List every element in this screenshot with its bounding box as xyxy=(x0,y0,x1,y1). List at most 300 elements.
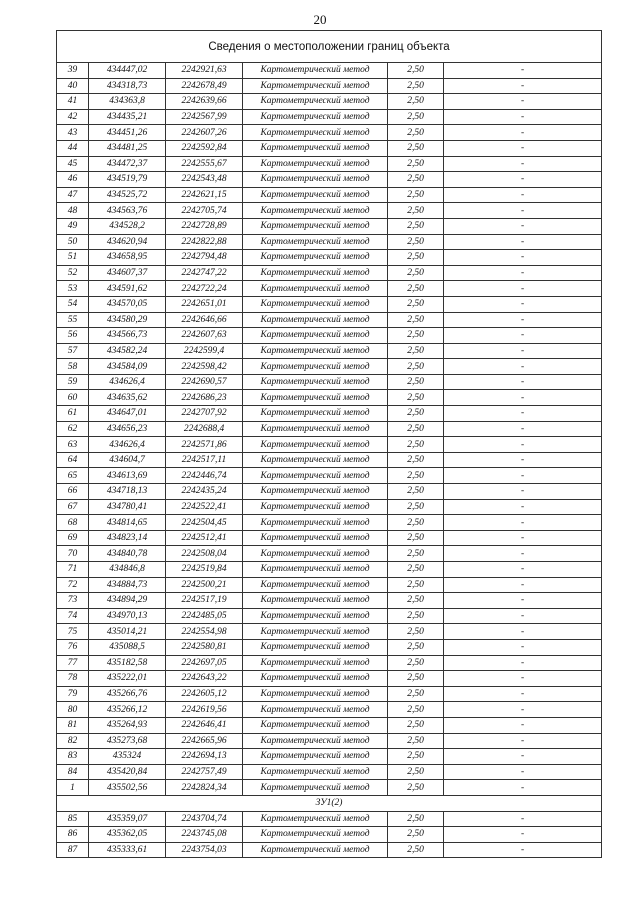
table-row xyxy=(57,562,602,578)
method-cell: Картометрический метод xyxy=(243,577,388,593)
description-cell: - xyxy=(444,437,602,453)
point-number-cell: 55 xyxy=(57,312,89,328)
coordinate-y-cell: 2242643,22 xyxy=(166,671,243,687)
accuracy-cell: 2,50 xyxy=(388,749,444,765)
coordinate-x-cell: 435324 xyxy=(89,749,166,765)
point-number-cell: 80 xyxy=(57,702,89,718)
table-row xyxy=(57,109,602,125)
accuracy-cell: 2,50 xyxy=(388,686,444,702)
method-cell: Картометрический метод xyxy=(243,639,388,655)
method-cell: Картометрический метод xyxy=(243,125,388,141)
point-number-cell: 64 xyxy=(57,452,89,468)
table-row xyxy=(57,343,602,359)
method-cell: Картометрический метод xyxy=(243,437,388,453)
table-row xyxy=(57,187,602,203)
accuracy-cell: 2,50 xyxy=(388,562,444,578)
description-cell: - xyxy=(444,639,602,655)
description-cell: - xyxy=(444,374,602,390)
accuracy-cell: 2,50 xyxy=(388,109,444,125)
table-row xyxy=(57,608,602,624)
description-cell: - xyxy=(444,780,602,796)
point-number-cell: 53 xyxy=(57,281,89,297)
accuracy-cell: 2,50 xyxy=(388,608,444,624)
point-number-cell: 1 xyxy=(57,780,89,796)
table-row xyxy=(57,296,602,312)
method-cell: Картометрический метод xyxy=(243,702,388,718)
method-cell: Картометрический метод xyxy=(243,63,388,79)
coordinate-y-cell: 2242446,74 xyxy=(166,468,243,484)
method-cell: Картометрический метод xyxy=(243,328,388,344)
method-cell: Картометрический метод xyxy=(243,265,388,281)
accuracy-cell: 2,50 xyxy=(388,530,444,546)
point-number-cell: 67 xyxy=(57,499,89,515)
coordinate-x-cell: 434481,25 xyxy=(89,140,166,156)
table-row xyxy=(57,172,602,188)
table-row xyxy=(57,281,602,297)
coordinate-y-cell: 2242567,99 xyxy=(166,109,243,125)
accuracy-cell: 2,50 xyxy=(388,281,444,297)
point-number-cell: 73 xyxy=(57,593,89,609)
point-number-cell: 56 xyxy=(57,328,89,344)
coordinate-x-cell: 434814,65 xyxy=(89,515,166,531)
coordinate-x-cell: 434563,76 xyxy=(89,203,166,219)
table-row xyxy=(57,250,602,266)
description-cell: - xyxy=(444,218,602,234)
accuracy-cell: 2,50 xyxy=(388,187,444,203)
accuracy-cell: 2,50 xyxy=(388,125,444,141)
point-number-cell: 81 xyxy=(57,717,89,733)
accuracy-cell: 2,50 xyxy=(388,140,444,156)
table-title-row xyxy=(57,31,602,63)
description-cell: - xyxy=(444,312,602,328)
method-cell: Картометрический метод xyxy=(243,343,388,359)
description-cell: - xyxy=(444,515,602,531)
coordinate-y-cell: 2242500,21 xyxy=(166,577,243,593)
coordinate-x-cell: 435266,12 xyxy=(89,702,166,718)
point-number-cell: 51 xyxy=(57,250,89,266)
point-number-cell: 71 xyxy=(57,562,89,578)
coordinate-y-cell: 2242592,84 xyxy=(166,140,243,156)
coordinate-y-cell: 2242747,22 xyxy=(166,265,243,281)
description-cell: - xyxy=(444,686,602,702)
table-title: Сведения о местоположении границ объекта xyxy=(57,31,602,63)
page-number: 20 xyxy=(313,12,327,27)
method-cell: Картометрический метод xyxy=(243,733,388,749)
boundary-coordinates-table xyxy=(56,30,602,858)
description-cell: - xyxy=(444,390,602,406)
description-cell: - xyxy=(444,421,602,437)
coordinate-y-cell: 2242722,24 xyxy=(166,281,243,297)
description-cell: - xyxy=(444,250,602,266)
point-number-cell: 42 xyxy=(57,109,89,125)
point-number-cell: 76 xyxy=(57,639,89,655)
description-cell: - xyxy=(444,562,602,578)
coordinate-x-cell: 434626,4 xyxy=(89,374,166,390)
accuracy-cell: 2,50 xyxy=(388,764,444,780)
table-row xyxy=(57,764,602,780)
method-cell: Картометрический метод xyxy=(243,187,388,203)
coordinate-y-cell: 2242646,41 xyxy=(166,717,243,733)
accuracy-cell: 2,50 xyxy=(388,577,444,593)
coordinate-x-cell: 434656,23 xyxy=(89,421,166,437)
point-number-cell: 86 xyxy=(57,827,89,843)
coordinate-x-cell: 435333,61 xyxy=(89,842,166,858)
description-cell: - xyxy=(444,140,602,156)
method-cell: Картометрический метод xyxy=(243,203,388,219)
accuracy-cell: 2,50 xyxy=(388,390,444,406)
method-cell: Картометрический метод xyxy=(243,374,388,390)
coordinate-y-cell: 2242824,34 xyxy=(166,780,243,796)
description-cell: - xyxy=(444,717,602,733)
coordinate-y-cell: 2242512,41 xyxy=(166,530,243,546)
coordinate-x-cell: 434635,62 xyxy=(89,390,166,406)
method-cell: Картометрический метод xyxy=(243,842,388,858)
description-cell: - xyxy=(444,749,602,765)
point-number-cell: 41 xyxy=(57,94,89,110)
table-row xyxy=(57,842,602,858)
description-cell: - xyxy=(444,156,602,172)
point-number-cell: 78 xyxy=(57,671,89,687)
coordinate-y-cell: 2242607,63 xyxy=(166,328,243,344)
coordinate-y-cell: 2242571,86 xyxy=(166,437,243,453)
method-cell: Картометрический метод xyxy=(243,671,388,687)
coordinate-y-cell: 2242555,67 xyxy=(166,156,243,172)
point-number-cell: 83 xyxy=(57,749,89,765)
section-row xyxy=(57,795,602,811)
table-row xyxy=(57,203,602,219)
accuracy-cell: 2,50 xyxy=(388,406,444,422)
method-cell: Картометрический метод xyxy=(243,94,388,110)
coordinate-x-cell: 435264,93 xyxy=(89,717,166,733)
coordinate-y-cell: 2242522,41 xyxy=(166,499,243,515)
accuracy-cell: 2,50 xyxy=(388,234,444,250)
coordinate-x-cell: 435014,21 xyxy=(89,624,166,640)
table-row xyxy=(57,63,602,79)
accuracy-cell: 2,50 xyxy=(388,842,444,858)
accuracy-cell: 2,50 xyxy=(388,172,444,188)
method-cell: Картометрический метод xyxy=(243,624,388,640)
method-cell: Картометрический метод xyxy=(243,218,388,234)
method-cell: Картометрический метод xyxy=(243,655,388,671)
table-row xyxy=(57,78,602,94)
description-cell: - xyxy=(444,281,602,297)
description-cell: - xyxy=(444,671,602,687)
coordinate-y-cell: 2242598,42 xyxy=(166,359,243,375)
description-cell: - xyxy=(444,468,602,484)
table-row xyxy=(57,374,602,390)
description-cell: - xyxy=(444,811,602,827)
table-row xyxy=(57,811,602,827)
description-cell: - xyxy=(444,827,602,843)
accuracy-cell: 2,50 xyxy=(388,515,444,531)
accuracy-cell: 2,50 xyxy=(388,499,444,515)
coordinate-y-cell: 2242686,23 xyxy=(166,390,243,406)
method-cell: Картометрический метод xyxy=(243,780,388,796)
point-number-cell: 85 xyxy=(57,811,89,827)
method-cell: Картометрический метод xyxy=(243,359,388,375)
coordinate-x-cell: 434894,29 xyxy=(89,593,166,609)
coordinate-y-cell: 2242697,05 xyxy=(166,655,243,671)
accuracy-cell: 2,50 xyxy=(388,94,444,110)
coordinate-x-cell: 434970,13 xyxy=(89,608,166,624)
coordinate-x-cell: 434884,73 xyxy=(89,577,166,593)
point-number-cell: 61 xyxy=(57,406,89,422)
accuracy-cell: 2,50 xyxy=(388,312,444,328)
coordinate-x-cell: 434626,4 xyxy=(89,437,166,453)
method-cell: Картометрический метод xyxy=(243,515,388,531)
point-number-cell: 40 xyxy=(57,78,89,94)
coordinate-x-cell: 435359,07 xyxy=(89,811,166,827)
coordinate-y-cell: 2242605,12 xyxy=(166,686,243,702)
coordinate-x-cell: 434658,95 xyxy=(89,250,166,266)
point-number-cell: 49 xyxy=(57,218,89,234)
accuracy-cell: 2,50 xyxy=(388,78,444,94)
accuracy-cell: 2,50 xyxy=(388,484,444,500)
point-number-cell: 50 xyxy=(57,234,89,250)
accuracy-cell: 2,50 xyxy=(388,250,444,266)
coordinate-y-cell: 2242728,89 xyxy=(166,218,243,234)
description-cell: - xyxy=(444,234,602,250)
accuracy-cell: 2,50 xyxy=(388,593,444,609)
point-number-cell: 39 xyxy=(57,63,89,79)
method-cell: Картометрический метод xyxy=(243,546,388,562)
method-cell: Картометрический метод xyxy=(243,234,388,250)
method-cell: Картометрический метод xyxy=(243,717,388,733)
table-row xyxy=(57,530,602,546)
description-cell: - xyxy=(444,764,602,780)
description-cell: - xyxy=(444,546,602,562)
accuracy-cell: 2,50 xyxy=(388,437,444,453)
coordinate-y-cell: 2242639,66 xyxy=(166,94,243,110)
method-cell: Картометрический метод xyxy=(243,484,388,500)
description-cell: - xyxy=(444,577,602,593)
coordinate-y-cell: 2242651,01 xyxy=(166,296,243,312)
point-number-cell: 43 xyxy=(57,125,89,141)
accuracy-cell: 2,50 xyxy=(388,671,444,687)
coordinate-x-cell: 434582,24 xyxy=(89,343,166,359)
table-row xyxy=(57,577,602,593)
coordinate-y-cell: 2242688,4 xyxy=(166,421,243,437)
coordinate-x-cell: 434447,02 xyxy=(89,63,166,79)
method-cell: Картометрический метод xyxy=(243,250,388,266)
description-cell: - xyxy=(444,187,602,203)
coordinate-y-cell: 2242757,49 xyxy=(166,764,243,780)
coordinate-x-cell: 435266,76 xyxy=(89,686,166,702)
description-cell: - xyxy=(444,406,602,422)
table-row xyxy=(57,484,602,500)
coordinate-y-cell: 2242543,48 xyxy=(166,172,243,188)
method-cell: Картометрический метод xyxy=(243,530,388,546)
description-cell: - xyxy=(444,328,602,344)
coordinate-y-cell: 2242665,96 xyxy=(166,733,243,749)
method-cell: Картометрический метод xyxy=(243,686,388,702)
coordinate-y-cell: 2242794,48 xyxy=(166,250,243,266)
point-number-cell: 70 xyxy=(57,546,89,562)
description-cell: - xyxy=(444,78,602,94)
coordinate-x-cell: 434525,72 xyxy=(89,187,166,203)
description-cell: - xyxy=(444,499,602,515)
description-cell: - xyxy=(444,530,602,546)
point-number-cell: 69 xyxy=(57,530,89,546)
description-cell: - xyxy=(444,109,602,125)
point-number-cell: 65 xyxy=(57,468,89,484)
table-row xyxy=(57,499,602,515)
coordinate-y-cell: 2242519,84 xyxy=(166,562,243,578)
point-number-cell: 72 xyxy=(57,577,89,593)
table-row xyxy=(57,546,602,562)
description-cell: - xyxy=(444,593,602,609)
accuracy-cell: 2,50 xyxy=(388,624,444,640)
point-number-cell: 68 xyxy=(57,515,89,531)
method-cell: Картометрический метод xyxy=(243,608,388,624)
coordinate-x-cell: 434570,05 xyxy=(89,296,166,312)
table-row xyxy=(57,452,602,468)
method-cell: Картометрический метод xyxy=(243,140,388,156)
table-row xyxy=(57,639,602,655)
coordinate-x-cell: 434591,62 xyxy=(89,281,166,297)
table-row xyxy=(57,593,602,609)
method-cell: Картометрический метод xyxy=(243,421,388,437)
coordinate-x-cell: 435088,5 xyxy=(89,639,166,655)
table-row xyxy=(57,312,602,328)
coordinate-x-cell: 435420,84 xyxy=(89,764,166,780)
coordinate-y-cell: 2242707,92 xyxy=(166,406,243,422)
method-cell: Картометрический метод xyxy=(243,499,388,515)
description-cell: - xyxy=(444,359,602,375)
accuracy-cell: 2,50 xyxy=(388,811,444,827)
table-row xyxy=(57,733,602,749)
coordinate-x-cell: 434318,73 xyxy=(89,78,166,94)
table-row xyxy=(57,655,602,671)
table-row xyxy=(57,717,602,733)
coordinate-y-cell: 2242599,4 xyxy=(166,343,243,359)
method-cell: Картометрический метод xyxy=(243,749,388,765)
method-cell: Картометрический метод xyxy=(243,78,388,94)
accuracy-cell: 2,50 xyxy=(388,265,444,281)
table-row xyxy=(57,234,602,250)
table-row xyxy=(57,515,602,531)
coordinate-y-cell: 2242580,81 xyxy=(166,639,243,655)
point-number-cell: 77 xyxy=(57,655,89,671)
coordinate-x-cell: 434780,41 xyxy=(89,499,166,515)
table-row xyxy=(57,218,602,234)
method-cell: Картометрический метод xyxy=(243,390,388,406)
coordinate-y-cell: 2242690,57 xyxy=(166,374,243,390)
accuracy-cell: 2,50 xyxy=(388,296,444,312)
point-number-cell: 44 xyxy=(57,140,89,156)
point-number-cell: 75 xyxy=(57,624,89,640)
table-row xyxy=(57,686,602,702)
coordinate-x-cell: 434604,7 xyxy=(89,452,166,468)
coordinate-x-cell: 434846,8 xyxy=(89,562,166,578)
coordinate-y-cell: 2242822,88 xyxy=(166,234,243,250)
table-row xyxy=(57,702,602,718)
point-number-cell: 62 xyxy=(57,421,89,437)
table-row xyxy=(57,125,602,141)
accuracy-cell: 2,50 xyxy=(388,218,444,234)
description-cell: - xyxy=(444,172,602,188)
coordinate-y-cell: 2242621,15 xyxy=(166,187,243,203)
coordinate-x-cell: 434435,21 xyxy=(89,109,166,125)
description-cell: - xyxy=(444,624,602,640)
description-cell: - xyxy=(444,484,602,500)
point-number-cell: 74 xyxy=(57,608,89,624)
table-row xyxy=(57,328,602,344)
description-cell: - xyxy=(444,63,602,79)
accuracy-cell: 2,50 xyxy=(388,655,444,671)
coordinate-x-cell: 434718,13 xyxy=(89,484,166,500)
coordinate-x-cell: 434607,37 xyxy=(89,265,166,281)
accuracy-cell: 2,50 xyxy=(388,359,444,375)
coordinate-y-cell: 2242705,74 xyxy=(166,203,243,219)
accuracy-cell: 2,50 xyxy=(388,203,444,219)
description-cell: - xyxy=(444,452,602,468)
accuracy-cell: 2,50 xyxy=(388,374,444,390)
method-cell: Картометрический метод xyxy=(243,452,388,468)
point-number-cell: 59 xyxy=(57,374,89,390)
accuracy-cell: 2,50 xyxy=(388,780,444,796)
section-label: ЗУ1(2) xyxy=(57,795,602,811)
accuracy-cell: 2,50 xyxy=(388,452,444,468)
coordinate-y-cell: 2242504,45 xyxy=(166,515,243,531)
table-row xyxy=(57,468,602,484)
point-number-cell: 87 xyxy=(57,842,89,858)
coordinate-y-cell: 2242485,05 xyxy=(166,608,243,624)
description-cell: - xyxy=(444,655,602,671)
method-cell: Картометрический метод xyxy=(243,312,388,328)
point-number-cell: 45 xyxy=(57,156,89,172)
point-number-cell: 58 xyxy=(57,359,89,375)
coordinate-x-cell: 434580,29 xyxy=(89,312,166,328)
accuracy-cell: 2,50 xyxy=(388,156,444,172)
table-row xyxy=(57,827,602,843)
table-row xyxy=(57,94,602,110)
method-cell: Картометрический метод xyxy=(243,468,388,484)
coordinate-y-cell: 2242678,49 xyxy=(166,78,243,94)
coordinate-x-cell: 434451,26 xyxy=(89,125,166,141)
description-cell: - xyxy=(444,94,602,110)
table-row xyxy=(57,624,602,640)
point-number-cell: 82 xyxy=(57,733,89,749)
description-cell: - xyxy=(444,296,602,312)
accuracy-cell: 2,50 xyxy=(388,343,444,359)
method-cell: Картометрический метод xyxy=(243,281,388,297)
method-cell: Картометрический метод xyxy=(243,296,388,312)
table-row xyxy=(57,359,602,375)
accuracy-cell: 2,50 xyxy=(388,328,444,344)
accuracy-cell: 2,50 xyxy=(388,421,444,437)
coordinate-y-cell: 2243754,03 xyxy=(166,842,243,858)
coordinate-y-cell: 2242646,66 xyxy=(166,312,243,328)
method-cell: Картометрический метод xyxy=(243,562,388,578)
method-cell: Картометрический метод xyxy=(243,593,388,609)
point-number-cell: 48 xyxy=(57,203,89,219)
method-cell: Картометрический метод xyxy=(243,406,388,422)
method-cell: Картометрический метод xyxy=(243,811,388,827)
coordinate-y-cell: 2242607,26 xyxy=(166,125,243,141)
coordinate-x-cell: 434647,01 xyxy=(89,406,166,422)
point-number-cell: 66 xyxy=(57,484,89,500)
point-number-cell: 79 xyxy=(57,686,89,702)
coordinate-x-cell: 435182,58 xyxy=(89,655,166,671)
accuracy-cell: 2,50 xyxy=(388,63,444,79)
point-number-cell: 60 xyxy=(57,390,89,406)
coordinate-y-cell: 2242921,63 xyxy=(166,63,243,79)
point-number-cell: 57 xyxy=(57,343,89,359)
point-number-cell: 63 xyxy=(57,437,89,453)
description-cell: - xyxy=(444,608,602,624)
description-cell: - xyxy=(444,203,602,219)
